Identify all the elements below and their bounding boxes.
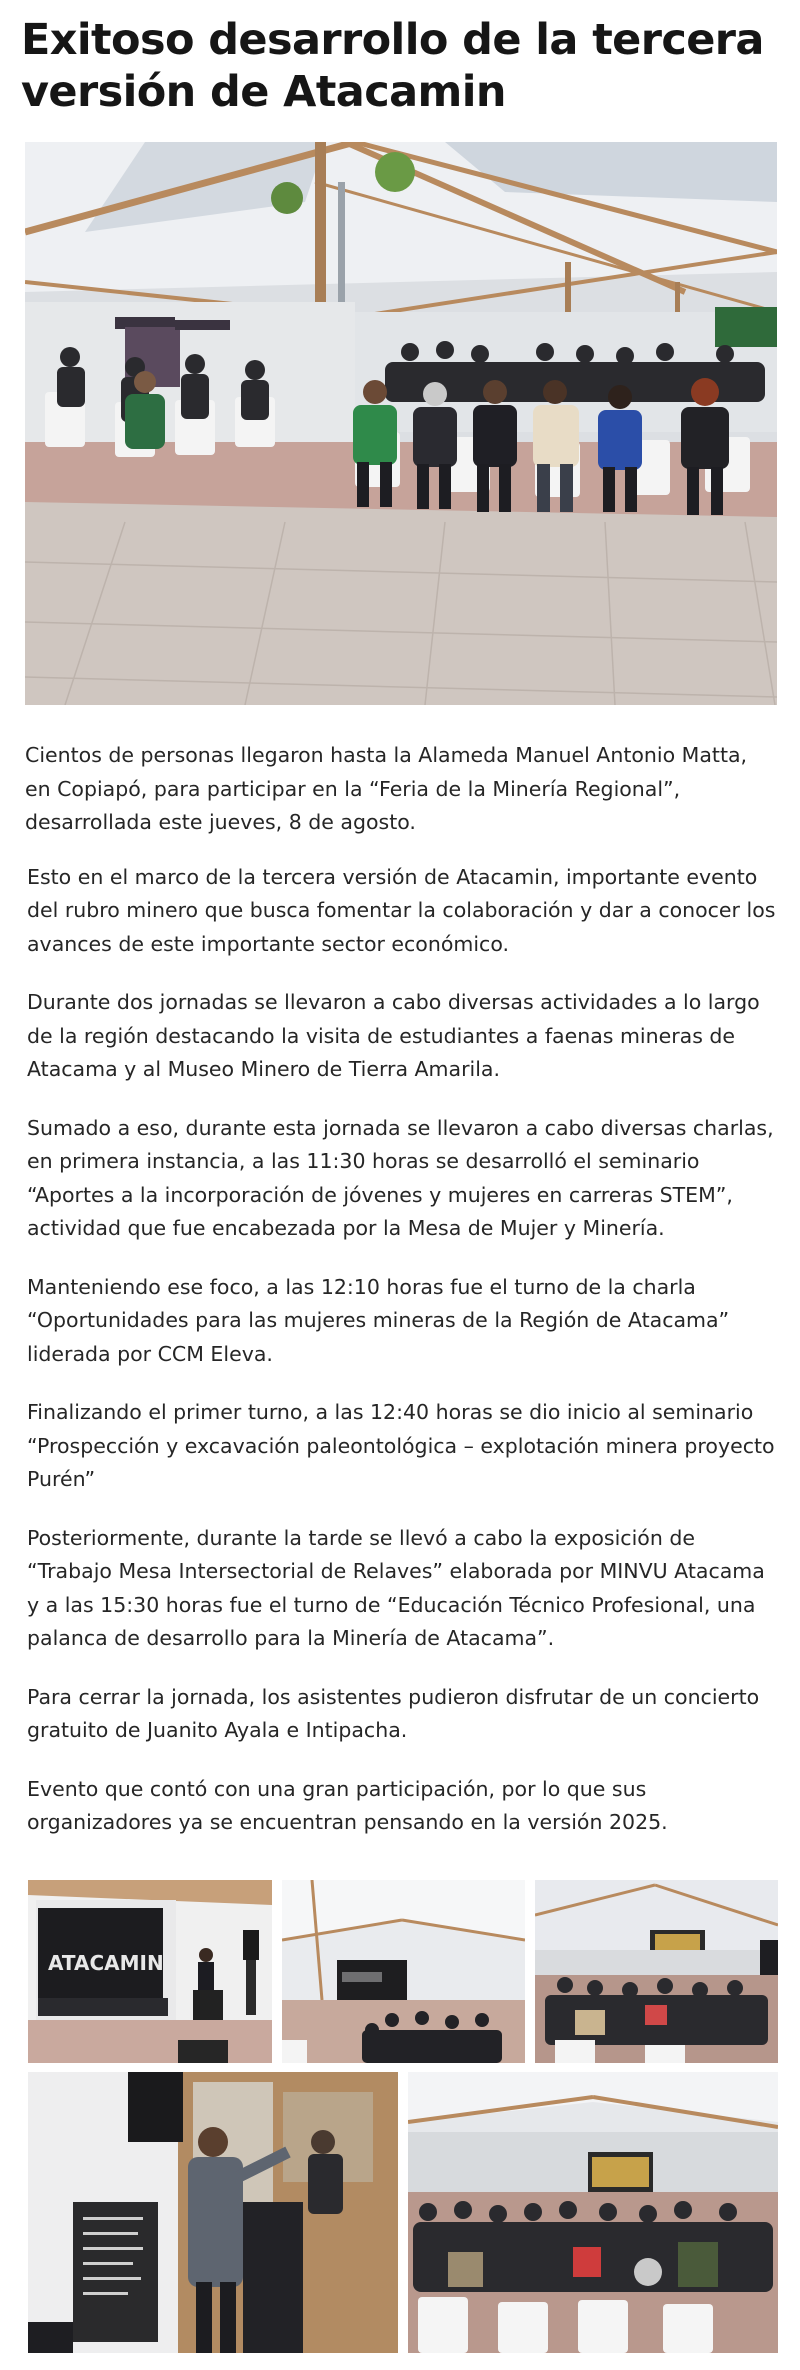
photo-gallery <box>0 1880 800 2370</box>
gallery-photo-2[interactable] <box>282 1880 525 2063</box>
article-paragraph-8: Evento que contó con una gran participación, por lo que sus organizadores ya se encuentran pensando en la versión 2025. <box>27 1776 668 1834</box>
article-paragraph-5: Finalizando el primer turno, a las 12:40 horas se dio inicio al seminario “Prospección y excavación paleontológica – explotación minera proyecto Purén” <box>27 1400 775 1491</box>
gallery-photo-1[interactable] <box>28 1880 272 2063</box>
article-paragraph-2: Durante dos jornadas se llevaron a cabo diversas actividades a lo largo de la región destacando la visita de estudiantes a faenas mineras de Atacama y al Museo Minero de Tierra Amarila. <box>27 990 760 1081</box>
gallery-photo-5[interactable] <box>408 2072 778 2353</box>
article-title: Exitoso desarrollo de la tercera versión de Atacamin <box>21 15 764 117</box>
hero-photo <box>25 142 777 705</box>
article-paragraph-7: Para cerrar la jornada, los asistentes pudieron disfrutar de un concierto gratuito de Juanito Ayala e Intipacha. <box>27 1684 760 1742</box>
article-lead: Cientos de personas llegaron hasta la Alameda Manuel Antonio Matta, en Copiapó, para participar en la “Feria de la Minería Regional”, desarrollada este jueves, 8 de agosto. <box>25 743 748 834</box>
article-paragraph-3: Sumado a eso, durante esta jornada se llevaron a cabo diversas charlas, en primera instancia, a las 11:30 horas se desarrolló el seminario “Aportes a la incorporación de jóvenes y mujeres en carreras STEM”, actividad que fue encabezada por la Mesa de Mujer y Minería. <box>27 1115 774 1240</box>
hero-image[interactable] <box>25 142 777 705</box>
gallery-photo-3[interactable] <box>535 1880 778 2063</box>
article-paragraph-4: Manteniendo ese foco, a las 12:10 horas fue el turno de la charla “Oportunidades para las mujeres mineras de la Región de Atacama” liderada por CCM Eleva. <box>27 1274 730 1366</box>
gallery-photo-4[interactable] <box>28 2072 398 2353</box>
article-paragraph-1: Esto en el marco de la tercera versión de Atacamin, importante evento del rubro minero que busca fomentar la colaboración y dar a conocer los avances de este importante sector económico. <box>27 864 776 956</box>
article-paragraph-6: Posteriormente, durante la tarde se llevó a cabo la exposición de “Trabajo Mesa Intersectorial de Relaves” elaborada por MINVU Atacama y a las 15:30 horas fue el turno de “Educación Técnico Profesional, una palanca de desarrollo para la Minería de Atacama”. <box>27 1525 765 1650</box>
screen-atacamin-text: ATACAMIN <box>48 1950 164 1975</box>
